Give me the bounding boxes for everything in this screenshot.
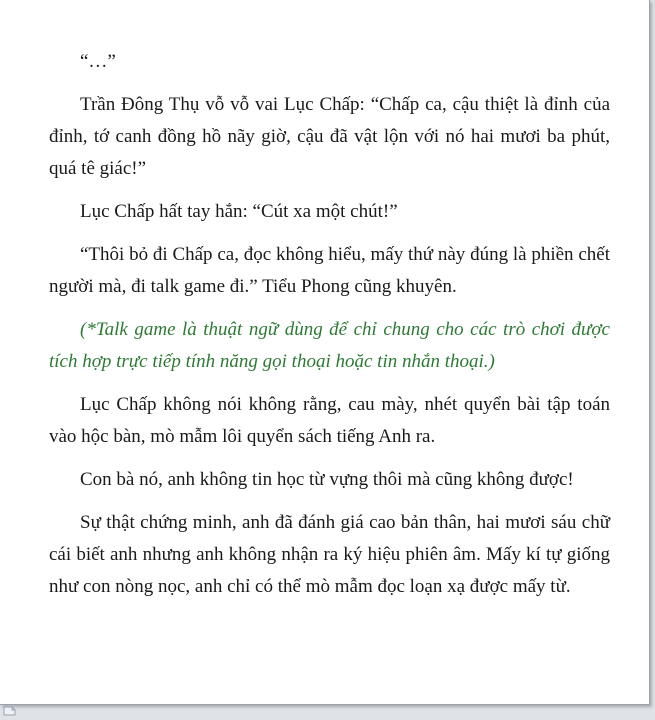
document-body — [49, 46, 610, 614]
paragraph: Lục Chấp hất tay hắn: “Cút xa một chút!” — [80, 201, 398, 222]
paragraph: Trần Đông Thụ vỗ vỗ vai Lục Chấp: “Chấp ca, cậu thiệt là đỉnh của đỉnh, tớ canh đồng hồ nãy giờ, cậu đã vật lộn với nó hai mươi ba phút, quá tê giác!” — [49, 94, 610, 179]
paragraph: Con bà nó, anh không tin học từ vựng thôi mà cũng không được! — [80, 469, 574, 490]
paragraph: Lục Chấp không nói không rằng, cau mày, nhét quyển bài tập toán vào hộc bàn, mò mẫm lôi quyển sách tiếng Anh ra. — [49, 394, 610, 447]
paragraph: Sự thật chứng minh, anh đã đánh giá cao bản thân, hai mươi sáu chữ cái biết anh nhưng anh không nhận ra ký hiệu phiên âm. Mấy kí tự giống như con nòng nọc, anh chỉ có thể mò mẫm đọc loạn xạ được mấy từ. — [49, 512, 610, 597]
page-corner-icon[interactable] — [2, 705, 16, 717]
paragraph: “…” — [80, 51, 116, 72]
paragraph: “Thôi bỏ đi Chấp ca, đọc không hiểu, mấy thứ này đúng là phiền chết người mà, đi talk game đi.” Tiểu Phong cũng khuyên. — [49, 244, 610, 297]
translator-note: (*Talk game là thuật ngữ dùng để chỉ chung cho các trò chơi được tích hợp trực tiếp tính năng gọi thoại hoặc tin nhắn thoại.) — [49, 319, 610, 372]
